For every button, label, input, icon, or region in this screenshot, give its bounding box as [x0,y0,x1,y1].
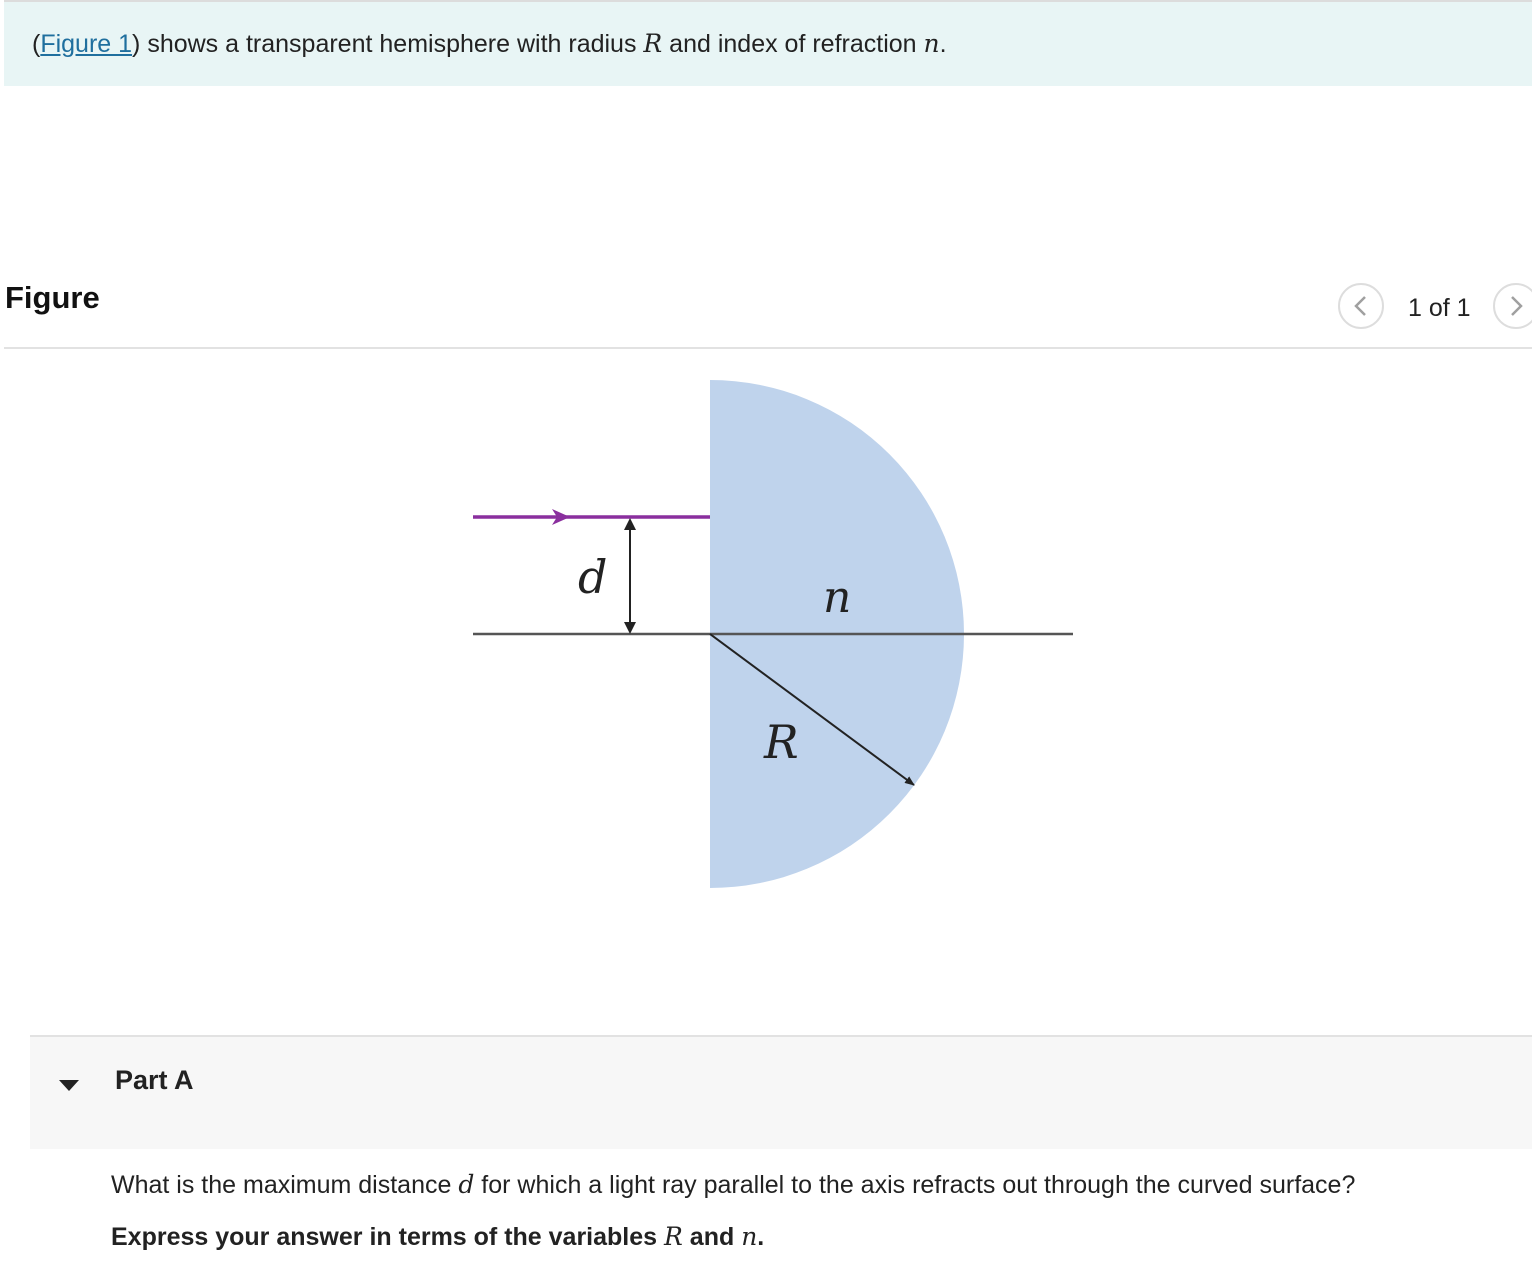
open-paren: ( [32,30,41,58]
d-arrowhead-bottom [624,622,636,634]
caret-down-icon[interactable] [58,1077,80,1093]
intro-var-R: R [643,29,663,58]
instruction-var-R: R [664,1222,683,1251]
instruction-part-2: and [682,1223,742,1251]
label-d: d [578,550,608,604]
d-arrowhead-top [624,518,636,530]
part-a-header[interactable] [30,1035,1532,1149]
part-a-title: Part A [115,1065,194,1095]
figure-heading: Figure [5,280,100,315]
answer-instruction [111,1220,764,1254]
figure-pager-text: 1 of 1 [1408,294,1471,322]
question-var-d: d [458,1170,475,1199]
intro-var-n: n [923,29,940,58]
intro-text-part-2: and index of refraction [662,30,924,58]
question-text [111,1168,1355,1202]
instruction-end: . [757,1223,765,1251]
label-R: R [764,715,799,769]
question-part-1: What is the maximum distance [111,1171,459,1199]
figure-1-link[interactable]: Figure 1 [40,30,133,58]
intro-text-end: . [939,30,947,58]
question-part-2: for which a light ray parallel to the axis refracts out through the curved surface? [474,1171,1356,1199]
instruction-var-n: n [741,1222,758,1251]
label-n: n [823,572,852,623]
intro-text-part-1: ) shows a transparent hemisphere with radius [132,30,644,58]
instruction-part-1: Express your answer in terms of the variables [111,1223,665,1251]
